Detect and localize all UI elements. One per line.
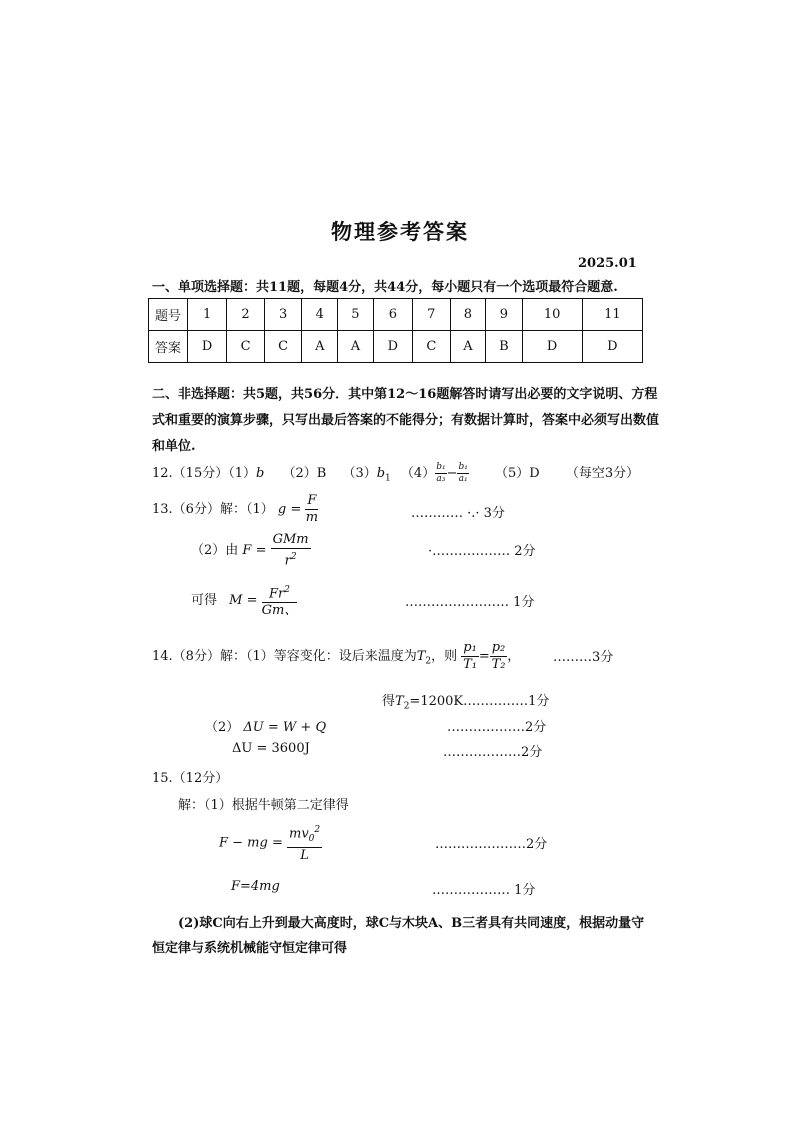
q14-line1: 14.（8分）解：（1）等容变化：设后来温度为$T_2$，则 $\frac{\text{p₁}}{\text{T₁}}$ = $\frac{\text{p₂}}{\text{T₂}}$ ，: [152, 640, 521, 672]
q13-line2: （2）由 F = $\frac{\text{GMm}}{r^2}$: [191, 532, 309, 569]
q13-line1: 13.（6分）解：（1） g = $\frac{F}{m}$: [152, 493, 319, 525]
q15-part2-line2: 恒定律与系统机械能守恒定律可得: [152, 941, 348, 956]
question-number: 2: [227, 299, 265, 331]
question-number: 10: [522, 299, 582, 331]
question-number: 4: [302, 299, 338, 331]
q13-F-fraction: $\frac{\text{GMm}}{r^2}$: [272, 532, 309, 569]
answer-cell: D: [188, 331, 227, 363]
question-number: 3: [264, 299, 302, 331]
q12-fraction-1: $\frac{\text{b₁}}{\text{a₃}}$: [436, 462, 446, 484]
q15-fraction: $\frac{mv_0^2}{L}$: [287, 822, 322, 864]
q14-fraction-2: $\frac{\text{p₂}}{\text{T₂}}$: [491, 640, 506, 672]
q14-line2: （2） ΔU = W + Q: [205, 720, 327, 735]
question-number: 9: [486, 299, 522, 331]
q13-score-3: …………………… 1分: [405, 595, 535, 610]
q15-part1: 解：（1）根据牛顿第二定律得: [178, 798, 349, 813]
q15-score-1: …………………2分: [435, 837, 548, 852]
q14-score-3: ………………2分: [443, 745, 543, 760]
answer-cell: C: [264, 331, 302, 363]
question-number: 8: [450, 299, 486, 331]
answer-cell: C: [413, 331, 451, 363]
question-number: 11: [582, 299, 642, 331]
section1-heading: 一、单项选择题：共11题，每题4分，共44分，每小题只有一个选项最符合题意.: [152, 280, 618, 295]
answer-cell: A: [302, 331, 338, 363]
q14-line3: ΔU = 3600J: [232, 741, 310, 756]
answer-cell: C: [227, 331, 265, 363]
answer-cell: D: [522, 331, 582, 363]
q12-label: 12.（15分）: [152, 466, 229, 481]
page-title: 物理参考答案: [331, 219, 469, 244]
q15-eq1: F − mg = $\frac{mv_0^2}{L}$: [219, 822, 322, 864]
answer-cell: D: [582, 331, 642, 363]
question-number: 1: [188, 299, 227, 331]
q13-line3: 可得 M = $\frac{Fr^2}{Gm、}$: [191, 582, 297, 619]
question-number: 6: [373, 299, 412, 331]
section2-line2: 式和重要的演算步骤，只写出最后答案的不能得分；有数据计算时，答案中必须写出数值: [152, 413, 660, 428]
q13-score-1: ………… ·.· 3分: [411, 506, 505, 521]
q14-score-2: ………………2分: [447, 720, 547, 735]
answer-table: [148, 298, 643, 363]
row-label-question: 题号: [149, 299, 188, 331]
q15-part2-line1: (2)球C向右上升到最大高度时，球C与木块A、B三者具有共同速度，根据动量守: [178, 916, 645, 931]
answer-cell: B: [486, 331, 522, 363]
answer-cell: A: [450, 331, 486, 363]
question-number: 5: [338, 299, 374, 331]
q12-fraction-2: $\frac{\text{b₁}}{\text{a₁}}$: [458, 462, 468, 484]
q14-fraction-1: $\frac{\text{p₁}}{\text{T₁}}$: [463, 640, 477, 672]
q15-score-2: ……………… 1分: [432, 883, 536, 898]
answer-row: [149, 331, 643, 363]
q14-result: 得$T_2=1200K\dots\dots\dots\dots\dots 1$分: [382, 694, 550, 712]
q15-eq2: F=4mg: [231, 879, 280, 894]
q13-M-fraction: $\frac{Fr^2}{Gm、}$: [262, 582, 298, 619]
date: 2025.01: [578, 256, 637, 271]
section2-line1: 二、非选择题：共5题，共56分．其中第12～16题解答时请写出必要的文字说明、方程: [152, 387, 658, 402]
q13-g-fraction: $\frac{F}{m}$: [305, 493, 319, 525]
q13-score-2: ·……………… 2分: [428, 544, 536, 559]
section2-line3: 和单位.: [152, 439, 196, 454]
q15-label: 15.（12分）: [152, 771, 229, 786]
q12-line: 12.（15分）（1）b （2）B $(3)b_1$ （4） $\frac{\text{b₁}}{\text{a₃}}$ − $\frac{\text{b₁}}{\text{a₁}}$ （5）D （每空3分）: [152, 462, 640, 484]
question-number: 7: [413, 299, 451, 331]
q14-score-1: ………3分: [553, 650, 614, 665]
answer-cell: A: [338, 331, 374, 363]
question-row: [149, 299, 643, 331]
answer-cell: D: [373, 331, 412, 363]
row-label-answer: 答案: [149, 331, 188, 363]
